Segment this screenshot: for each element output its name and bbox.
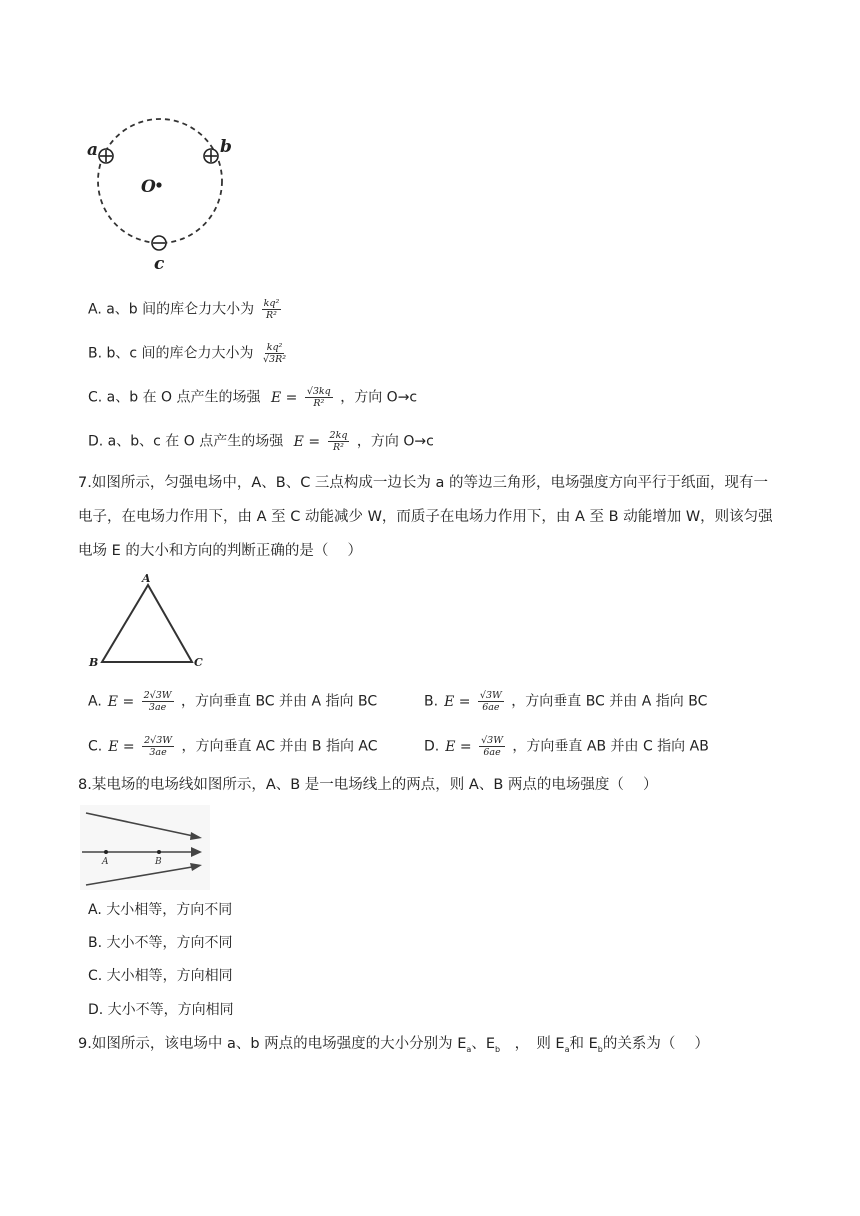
label-point-A: A xyxy=(102,857,109,867)
point-B xyxy=(157,850,161,854)
point-A xyxy=(104,850,108,854)
vertex-A: A xyxy=(142,572,151,585)
fraction: $\frac{√3kq}{\text{R²}}$ xyxy=(306,386,331,409)
q7-stem-line3: 电场 E 的大小和方向的判断正确的是（ ） xyxy=(78,543,362,559)
q7-option-d: D. E = $\frac{√3W}{6ae}$ ，方向垂直 AB 并由 C 指向 AB xyxy=(424,735,709,758)
q8-option-c: C. 大小相等，方向相同 xyxy=(88,968,233,984)
q7-option-b: B. E = $\frac{√3W}{6ae}$ ，方向垂直 BC 并由 A 指向 BC xyxy=(424,690,708,713)
label-b: b xyxy=(220,137,232,157)
label-c: c xyxy=(154,254,165,274)
q6-option-d: D. a、b、c 在 O 点产生的场强 E = $\frac{2kq}{\text{R²}}$ ，方向 O→c xyxy=(88,430,434,453)
q8-option-a: A. 大小相等，方向不同 xyxy=(88,902,233,918)
vertex-B: B xyxy=(89,656,99,669)
vertex-C: C xyxy=(194,656,203,669)
fraction: $\frac{\text{kq²}}{\text{R²}}$ xyxy=(263,298,280,321)
fraction: $\frac{√3W}{6ae}$ xyxy=(479,690,502,713)
equilateral-triangle xyxy=(102,585,192,662)
fraction: $\frac{2√3W}{3ae}$ xyxy=(144,735,172,758)
field-lines-figure xyxy=(80,805,210,890)
center-point-O xyxy=(156,182,161,187)
dashed-circle xyxy=(98,119,222,243)
label-point-B: B xyxy=(155,857,162,867)
q8-option-d: D. 大小不等，方向相同 xyxy=(88,1002,234,1018)
charge-b xyxy=(204,149,218,163)
q6-option-a: A. a、b 间的库仑力大小为 $\frac{\text{kq²}}{\text{R²}}$ xyxy=(88,298,280,321)
fraction: $\frac{2kq}{\text{R²}}$ xyxy=(329,430,348,453)
label-O: O xyxy=(141,177,156,197)
fraction: $\frac{2√3W}{3ae}$ xyxy=(143,690,172,713)
circle-charges-figure xyxy=(80,118,250,278)
q9-stem: 9.如图所示，该电场中 a、b 两点的电场强度的大小分别为 $E_a$、$E_b$ ， 则 $E_a$和 $E_b$的关系为（ ） xyxy=(78,1036,709,1054)
triangle-figure xyxy=(86,570,216,670)
charge-c xyxy=(152,236,166,250)
q7-stem-line2: 电子，在电场力作用下，由 A 至 C 动能减少 W，而质子在电场力作用下，由 A 至 B 动能增加 W，则该匀强 xyxy=(78,509,773,525)
q8-option-b: B. 大小不等，方向不同 xyxy=(88,935,233,951)
q6-option-b: B. b、c 间的库仑力大小为 $\frac{\text{kq²}}{\text{√3R²}}$ xyxy=(88,342,287,365)
fraction: $\frac{√3W}{6ae}$ xyxy=(481,735,503,758)
charge-a xyxy=(99,149,113,163)
fraction: $\frac{\text{kq²}}{\text{√3R²}}$ xyxy=(263,342,287,365)
q7-option-c: C. E = $\frac{2√3W}{3ae}$ ，方向垂直 AC 并由 B 指向 AC xyxy=(88,735,378,758)
q8-stem: 8.某电场的电场线如图所示，A、B 是一电场线上的两点，则 A、B 两点的电场强度（ ） xyxy=(78,777,658,793)
q7-option-a: A. E = $\frac{2√3W}{3ae}$ ，方向垂直 BC 并由 A 指向 BC xyxy=(88,690,378,713)
q6-option-c: C. a、b 在 O 点产生的场强 E = $\frac{√3kq}{\text{R²}}$ ，方向 O→c xyxy=(88,386,418,409)
q7-stem-line1: 7.如图所示，匀强电场中，A、B、C 三点构成一边长为 a 的等边三角形，电场强度方向平行于纸面，现有一 xyxy=(78,475,769,491)
label-a: a xyxy=(87,140,99,160)
